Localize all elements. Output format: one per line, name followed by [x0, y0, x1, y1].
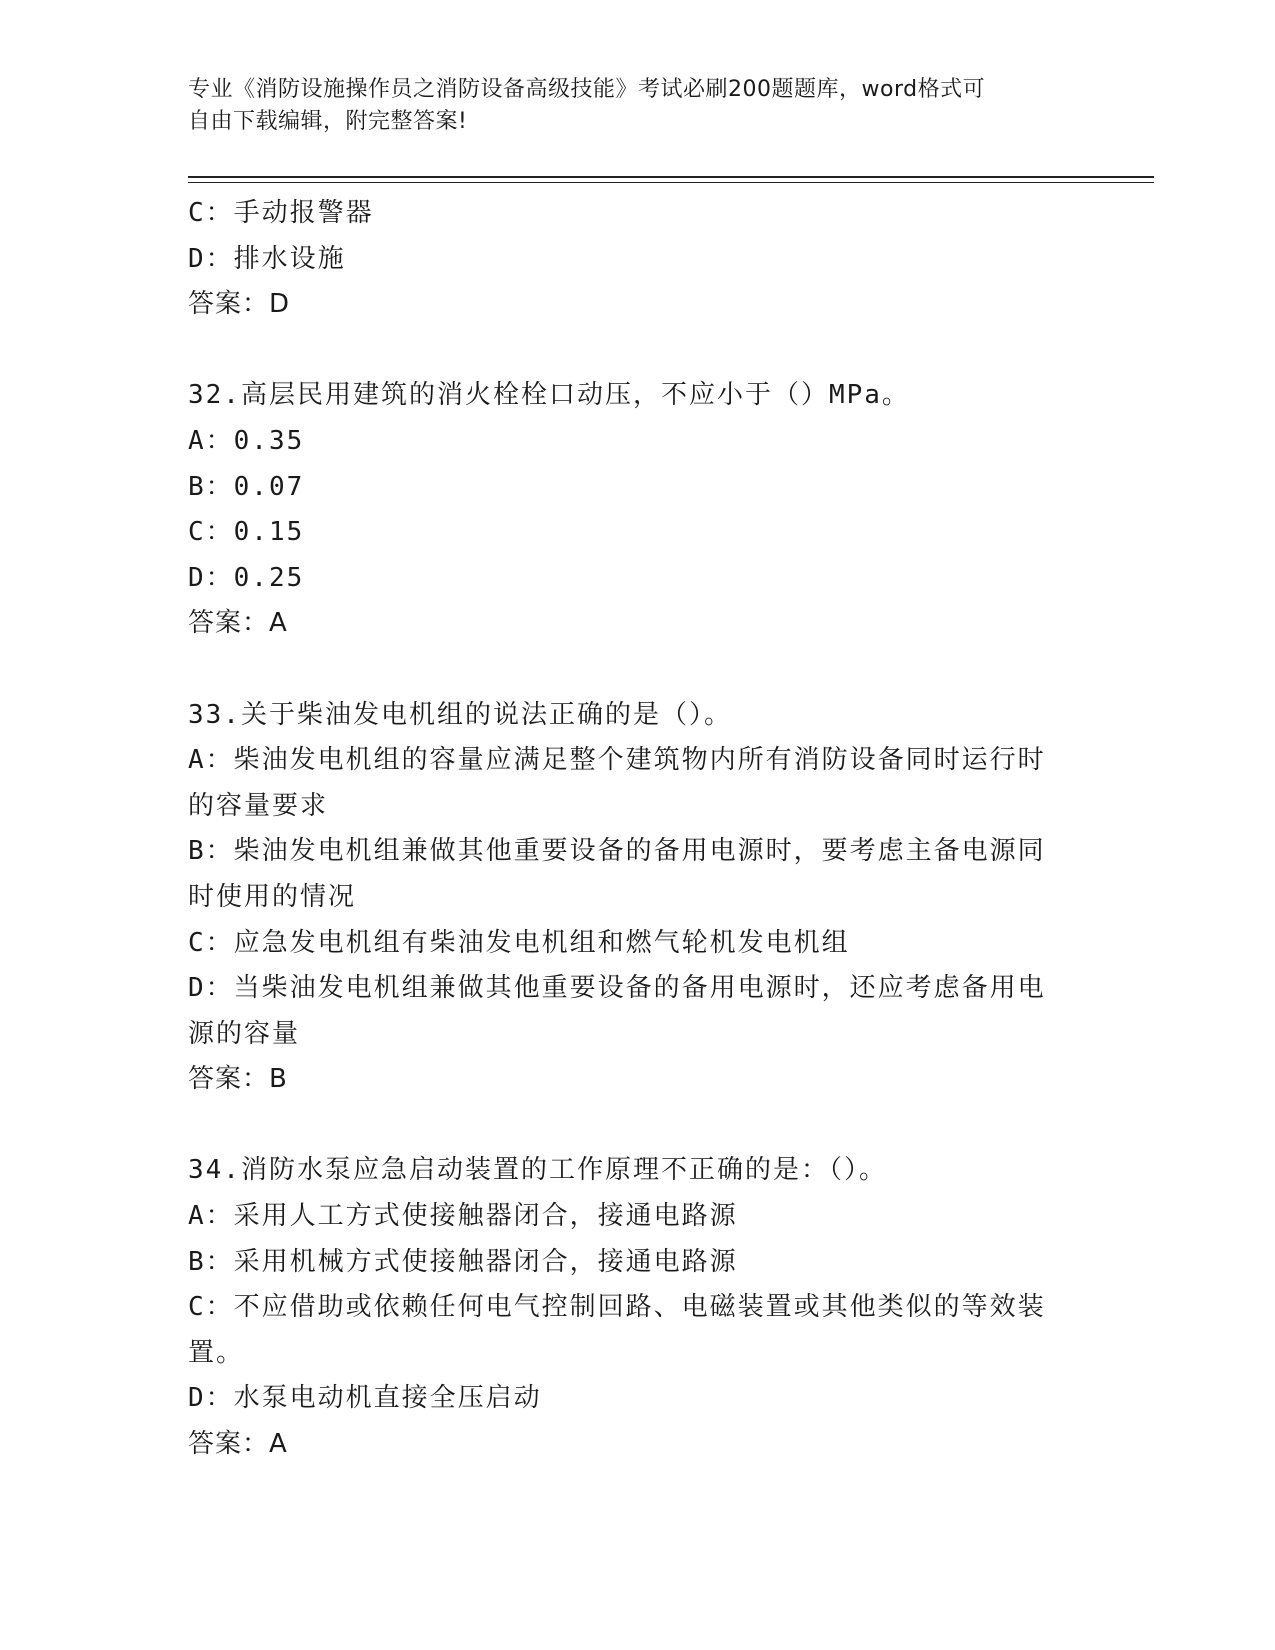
option-d-line-1: D：当柴油发电机组兼做其他重要设备的备用电源时，还应考虑备用电	[188, 973, 1046, 1004]
option-c: C：应急发电机组有柴油发电机组和燃气轮机发电机组	[188, 927, 850, 958]
answer-line: 答案：B	[188, 1064, 288, 1095]
question-list	[188, 191, 1078, 1468]
option-b-line-1: B：柴油发电机组兼做其他重要设备的备用电源时，要考虑主备电源同	[188, 836, 1046, 867]
answer-line: 答案：A	[188, 1429, 288, 1460]
option-d: D：水泵电动机直接全压启动	[188, 1383, 542, 1414]
question-33	[188, 693, 1078, 1103]
header-rule-thin	[188, 182, 1154, 183]
option-b: B：0.07	[188, 471, 305, 502]
question-32	[188, 373, 1078, 647]
question-stem: 32.高层民用建筑的消火栓栓口动压，不应小于（）MPa。	[188, 380, 910, 411]
spacer	[188, 1103, 1078, 1149]
header-rule-thick	[188, 176, 1154, 178]
option-b: B：采用机械方式使接触器闭合，接通电路源	[188, 1246, 738, 1277]
question-stem: 34.消防水泵应急启动装置的工作原理不正确的是：（）。	[188, 1155, 887, 1186]
option-d-line-2: 源的容量	[188, 1018, 301, 1049]
option-a: A：0.35	[188, 425, 305, 456]
document-header	[188, 74, 1088, 138]
spacer	[188, 328, 1078, 374]
option-c-line-1: C：不应借助或依赖任何电气控制回路、电磁装置或其他类似的等效装	[188, 1292, 1046, 1323]
option-a: A：采用人工方式使接触器闭合，接通电路源	[188, 1201, 738, 1232]
option-b-line-2: 时使用的情况	[188, 881, 357, 912]
option-c-line-2: 置。	[188, 1337, 245, 1368]
spacer	[188, 647, 1078, 693]
option-d: D：0.25	[188, 562, 305, 593]
header-line-1: 专业《消防设施操作员之消防设备高级技能》考试必刷200题题库，word格式可	[188, 77, 986, 102]
answer-line: 答案：A	[188, 608, 288, 639]
answer-line: 答案：D	[188, 289, 291, 320]
question-31-continued	[188, 191, 1078, 328]
option-c: C：手动报警器	[188, 198, 374, 228]
option-c: C：0.15	[188, 517, 305, 548]
option-d: D：排水设施	[188, 243, 346, 274]
question-34	[188, 1148, 1078, 1467]
option-a-line-1: A：柴油发电机组的容量应满足整个建筑物内所有消防设备同时运行时	[188, 745, 1046, 776]
header-line-2: 自由下载编辑，附完整答案!	[188, 109, 468, 134]
option-a-line-2: 的容量要求	[188, 790, 329, 821]
question-stem: 33.关于柴油发电机组的说法正确的是（）。	[188, 699, 732, 730]
